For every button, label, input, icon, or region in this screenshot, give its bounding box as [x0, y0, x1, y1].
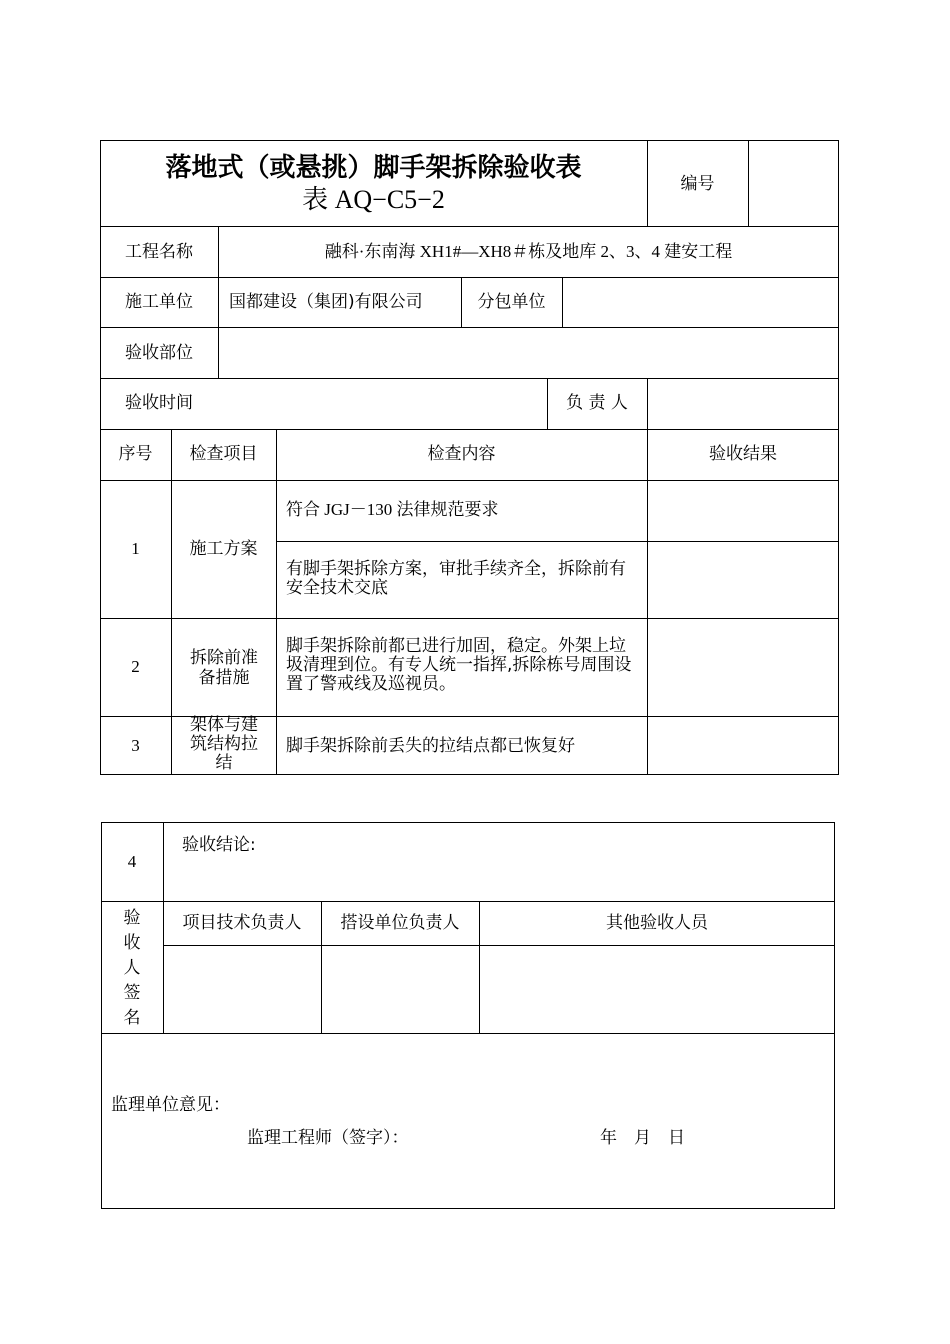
grid-line — [748, 140, 749, 226]
supervision-opinion-label: 监理单位意见： — [111, 1095, 230, 1115]
lower-table — [101, 822, 835, 1209]
supervision-engineer-label: 监理工程师（签字）： — [247, 1128, 409, 1148]
row-item: 拆除前准备措施 — [190, 648, 258, 688]
contractor-label: 施工单位 — [125, 292, 193, 312]
person-label: 负 责 人 — [566, 393, 628, 413]
row-content: 符合 JGJ－130 法律规范要求 — [286, 500, 499, 519]
row-content: 脚手架拆除前丢失的拉结点都已恢复好 — [286, 736, 575, 756]
row-no: 4 — [127, 852, 137, 871]
grid-line — [101, 1033, 835, 1034]
col-header-result: 验收结果 — [709, 444, 777, 464]
grid-line — [100, 378, 839, 379]
subcontractor-label: 分包单位 — [477, 292, 546, 312]
row-no: 3 — [131, 736, 140, 755]
grid-line — [100, 327, 839, 328]
grid-line — [100, 618, 839, 619]
page-title: 落地式（或悬挑）脚手架拆除验收表 — [165, 153, 582, 183]
grid-line — [562, 277, 563, 327]
signer-header-builder: 搭设单位负责人 — [340, 913, 460, 933]
contractor-value[interactable]: 国都建设（集团)有限公司 — [229, 292, 423, 312]
grid-line — [171, 429, 172, 775]
col-header-content: 检查内容 — [427, 444, 496, 464]
row-no: 1 — [131, 539, 140, 558]
project-name-value[interactable]: 融科·东南海 XH1#—XH8＃栋及地库 2、3、4 建安工程 — [324, 242, 733, 261]
project-name-label: 工程名称 — [125, 242, 193, 262]
form-code: 表 AQ−C5−2 — [302, 185, 445, 214]
col-header-no: 序号 — [118, 444, 153, 464]
signers-label: 验收人签名 — [123, 908, 141, 1028]
grid-line — [100, 480, 839, 481]
grid-line — [647, 378, 648, 775]
grid-line — [163, 945, 835, 946]
conclusion-label: 验收结论: — [182, 835, 256, 855]
row-item: 施工方案 — [189, 539, 258, 559]
time-label: 验收时间 — [125, 393, 193, 413]
col-header-item: 检查项目 — [189, 444, 258, 464]
signer-header-others: 其他验收人员 — [606, 913, 708, 933]
number-label: 编号 — [680, 174, 715, 194]
date-label: 年 月 日 — [600, 1128, 685, 1148]
signer-header-tech: 项目技术负责人 — [182, 913, 302, 933]
row-content: 有脚手架拆除方案，审批手续齐全，拆除前有安全技术交底 — [286, 559, 626, 598]
location-label: 验收部位 — [125, 343, 193, 363]
grid-line — [100, 429, 839, 430]
row-content: 脚手架拆除前都已进行加固，稳定。外架上垃圾清理到位。有专人统一指挥,拆除栋号周围设置了警戒线及巡视员。 — [286, 636, 632, 694]
grid-line — [100, 277, 839, 278]
grid-line — [276, 541, 839, 542]
row-no: 2 — [131, 657, 140, 676]
row-item: 架体与建筑结构拉结 — [190, 715, 258, 773]
grid-line — [101, 901, 835, 902]
grid-line — [276, 429, 277, 775]
grid-line — [100, 226, 839, 227]
